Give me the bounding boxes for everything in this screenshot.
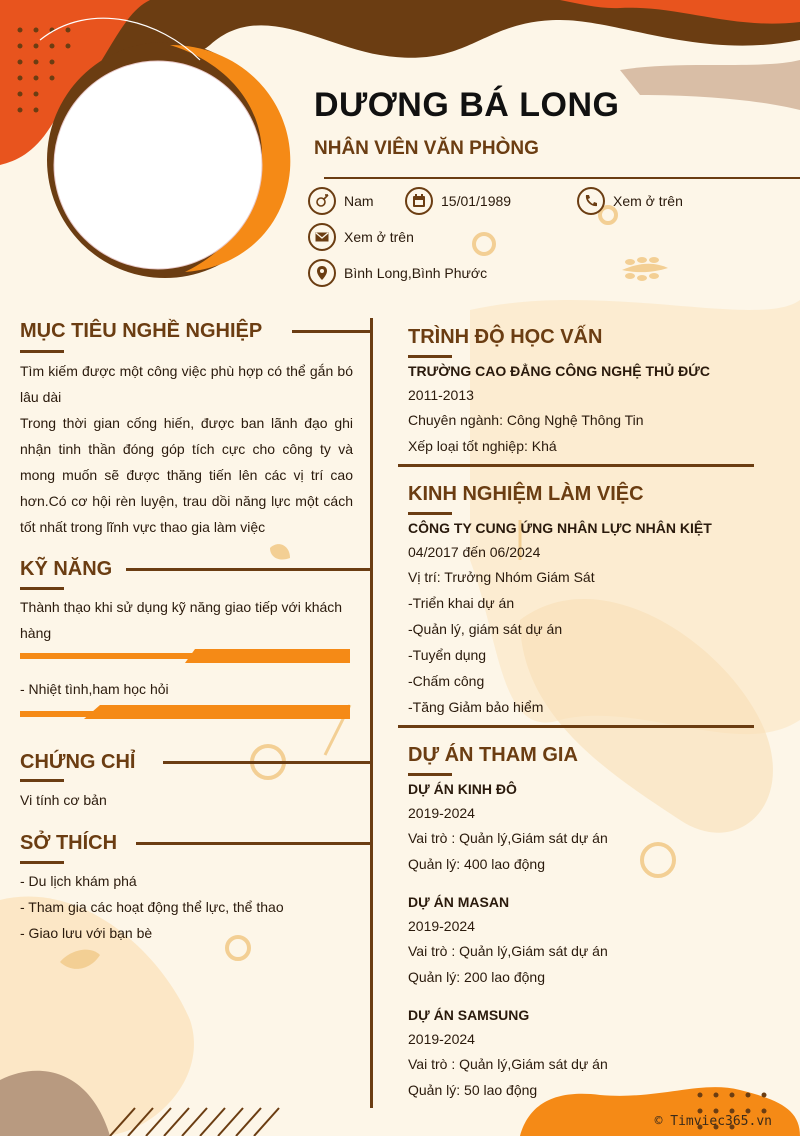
objective-paragraph-1: Tìm kiếm được một công việc phù hợp có thể gắn bó lâu dài	[20, 363, 353, 405]
objective-paragraph-2: Trong thời gian cống hiến, được ban lãnh đạo ghi nhận tinh thần đóng góp tích cực cho công ty và mong muốn sẽ được thăng tiến lên các vị trí cao hơn.Có cơ hội rèn luyện, trau dồi năng lực một cách tốt nhất trong lĩnh vực thao gia làm việc	[20, 415, 353, 535]
experience-task: -Chấm công	[408, 673, 485, 689]
project-role: Vai trò : Quản lý,Giám sát dự án	[408, 943, 608, 959]
email-value: Xem ở trên	[344, 229, 414, 245]
education-school: TRƯỜNG CAO ĐẲNG CÔNG NGHỆ THỦ ĐỨC	[408, 363, 710, 379]
contact-dob	[405, 187, 511, 215]
location-pin-icon	[308, 259, 336, 287]
contact-phone	[577, 187, 683, 215]
certificates-heading: CHỨNG CHỈ	[20, 751, 136, 773]
experience-task: -Tăng Giảm bảo hiểm	[408, 699, 544, 715]
project-years: 2019-2024	[408, 918, 475, 934]
project-name: DỰ ÁN SAMSUNG	[408, 1007, 530, 1023]
certificates-rule	[163, 761, 372, 764]
experience-task: -Quản lý, giám sát dự án	[408, 621, 563, 637]
objective-underline	[20, 350, 64, 353]
projects-underline	[408, 773, 452, 776]
experience-underline	[408, 512, 452, 515]
avatar	[56, 63, 256, 263]
education-grade: Xếp loại tốt nghiệp: Khá	[408, 438, 557, 454]
certificates-underline	[20, 779, 64, 782]
experience-company: CÔNG TY CUNG ỨNG NHÂN LỰC NHÂN KIỆT	[408, 520, 712, 536]
skills-underline	[20, 587, 64, 590]
education-heading: TRÌNH ĐỘ HỌC VẤN	[408, 326, 603, 348]
email-icon	[308, 223, 336, 251]
candidate-name: DƯƠNG BÁ LONG	[314, 86, 620, 124]
dob-value: 15/01/1989	[441, 193, 512, 209]
hobbies-underline	[20, 861, 64, 864]
education-underline	[408, 355, 452, 358]
gender-value: Nam	[344, 193, 374, 209]
experience-period: 04/2017 đến 06/2024	[408, 544, 541, 560]
hobby-item: - Tham gia các hoạt động thể lực, thể thao	[20, 899, 284, 915]
skills-rule	[126, 568, 372, 571]
project-years: 2019-2024	[408, 805, 475, 821]
project-manage: Quản lý: 50 lao động	[408, 1082, 538, 1098]
project-years: 2019-2024	[408, 1031, 475, 1047]
footer-watermark: © Timviec365.vn	[654, 1114, 772, 1129]
skill-2-text: - Nhiệt tình,ham học hỏi	[20, 681, 169, 697]
hobbies-rule	[136, 842, 372, 845]
phone-icon	[577, 187, 605, 215]
address-value: Bình Long,Bình Phước	[344, 265, 488, 281]
skill-1-bar	[20, 649, 350, 663]
experience-bottom-rule	[398, 725, 754, 728]
calendar-icon	[405, 187, 433, 215]
objective-heading: MỤC TIÊU NGHỀ NGHIỆP	[20, 320, 263, 342]
education-years: 2011-2013	[408, 387, 474, 403]
gender-icon	[308, 187, 336, 215]
projects-heading: DỰ ÁN THAM GIA	[408, 744, 578, 766]
experience-position: Vị trí: Trưởng Nhóm Giám Sát	[408, 569, 595, 585]
project-name: DỰ ÁN KINH ĐÔ	[408, 781, 517, 797]
job-title: NHÂN VIÊN VĂN PHÒNG	[314, 138, 539, 159]
hobby-item: - Giao lưu với bạn bè	[20, 925, 153, 941]
hobbies-heading: SỞ THÍCH	[20, 832, 118, 854]
project-manage: Quản lý: 200 lao động	[408, 969, 545, 985]
objective-rule	[292, 330, 372, 333]
project-role: Vai trò : Quản lý,Giám sát dự án	[408, 830, 608, 846]
experience-task: -Tuyển dụng	[408, 647, 487, 663]
contact-email	[308, 223, 414, 251]
education-major: Chuyên ngành: Công Nghệ Thông Tin	[408, 412, 644, 428]
experience-task: -Triển khai dự án	[408, 595, 515, 611]
contact-divider	[324, 177, 800, 179]
phone-value: Xem ở trên	[613, 193, 683, 209]
skill-2-bar	[20, 705, 350, 719]
project-role: Vai trò : Quản lý,Giám sát dự án	[408, 1056, 608, 1072]
education-bottom-rule	[398, 464, 754, 467]
skills-heading: KỸ NĂNG	[20, 558, 113, 580]
contact-address	[308, 259, 487, 287]
skill-1-text: Thành thạo khi sử dụng kỹ năng giao tiếp với khách hàng	[20, 599, 343, 641]
project-name: DỰ ÁN MASAN	[408, 894, 510, 910]
column-divider	[370, 318, 373, 1108]
hobby-item: - Du lịch khám phá	[20, 873, 137, 889]
experience-heading: KINH NGHIỆM LÀM VIỆC	[408, 483, 644, 505]
certificate-item: Vi tính cơ bản	[20, 792, 107, 808]
contact-gender	[308, 187, 374, 215]
project-manage: Quản lý: 400 lao động	[408, 856, 545, 872]
